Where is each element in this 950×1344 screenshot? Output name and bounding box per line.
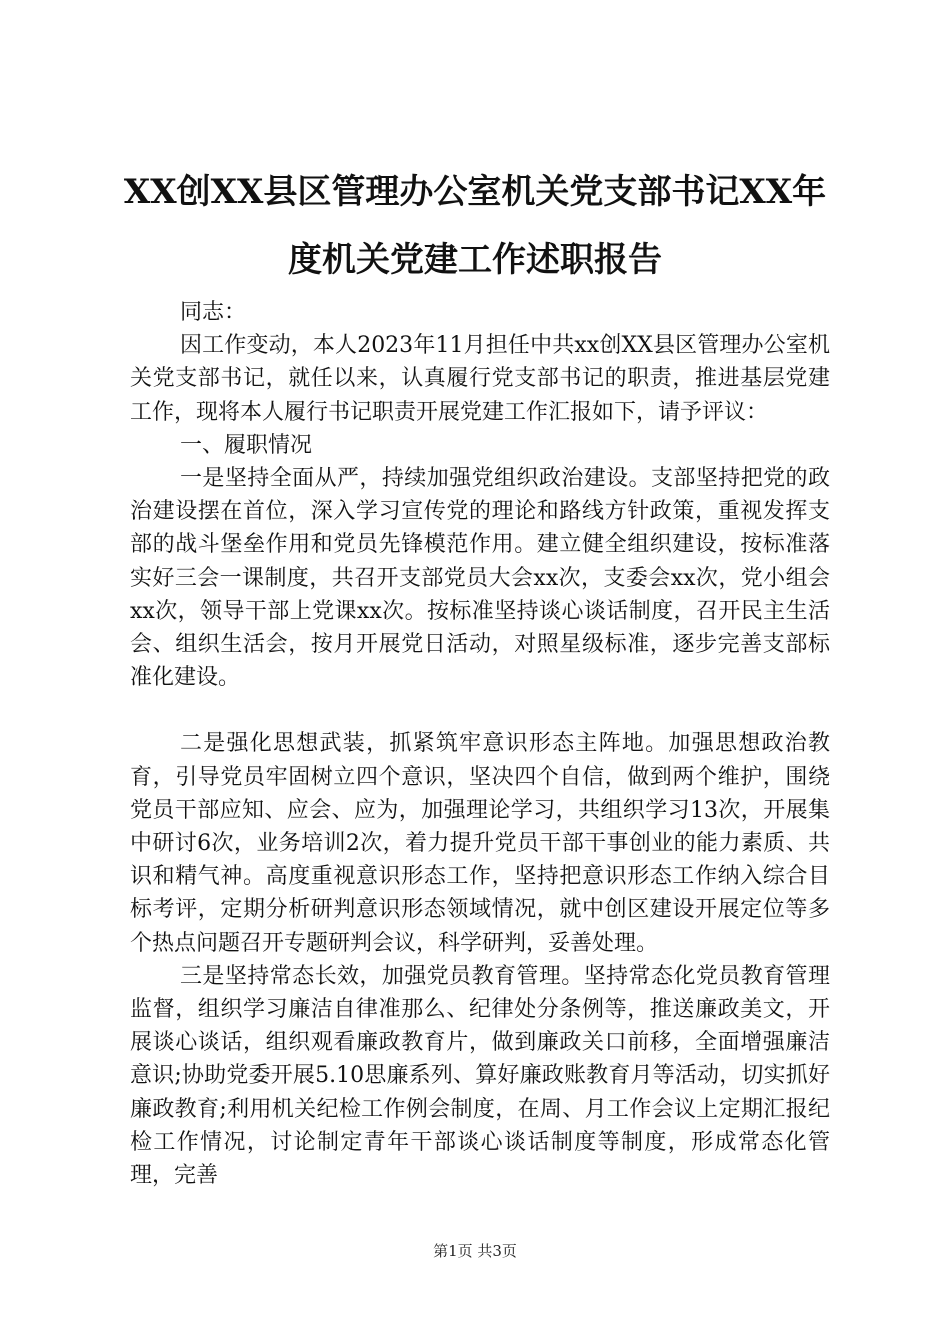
paragraph-three: 三是坚持常态长效，加强党员教育管理。坚持常态化党员教育管理监督，组织学习廉洁自律准那么、纪律处分条例等，推送廉政美文，开展谈心谈话，组织观看廉政教育片，做到廉政关口前移，全面增强廉洁意识;协助党委开展5.10思廉系列、算好廉政账教育月等活动，切实抓好廉政教育;利用机关纪检工作例会制度，在周、月工作会议上定期汇报纪检工作情况，讨论制定青年干部谈心谈话制度等制度，形成常态化管理，完善 <box>130 963 830 1189</box>
paragraph-intro: 因工作变动，本人2023年11月担任中共xx创XX县区管理办公室机关党支部书记，就任以来，认真履行党支部书记的职责，推进基层党建工作，现将本人履行书记职责开展党建工作汇报如下，请予评议： <box>130 333 830 425</box>
salutation: 同志： <box>180 300 247 325</box>
paragraph-two: 二是强化思想武装，抓紧筑牢意识形态主阵地。加强思想政治教育，引导党员牢固树立四个意识，坚决四个自信，做到两个维护，围绕党员干部应知、应会、应为，加强理论学习，共组织学习13次，开展集中研讨6次，业务培训2次，着力提升党员干部干事创业的能力素质、共识和精气神。高度重视意识形态工作，坚持把意识形态工作纳入综合目标考评，定期分析研判意识形态领域情况，就中创区建设开展定位等多个热点问题召开专题研判会议，科学研判，妥善处理。 <box>130 731 830 956</box>
document-body <box>130 296 830 1192</box>
page-footer: 第1页 共3页 <box>433 1242 517 1260</box>
document-title: XX创XX县区管理办公室机关党支部书记XX年度机关党建工作述职报告 <box>123 172 827 280</box>
paragraph-one: 一是坚持全面从严，持续加强党组织政治建设。支部坚持把党的政治建设摆在首位，深入学习宣传党的理论和路线方针政策，重视发挥支部的战斗堡垒作用和党员先锋模范作用。建立健全组织建设，按标准落实好三会一课制度，共召开支部党员大会xx次，支委会xx次，党小组会xx次，领导干部上党课xx次。按标准坚持谈心谈话制度，召开民主生活会、组织生活会，按月开展党日活动，对照星级标准，逐步完善支部标准化建设。 <box>130 466 830 691</box>
section-heading: 一、履职情况 <box>180 432 313 458</box>
